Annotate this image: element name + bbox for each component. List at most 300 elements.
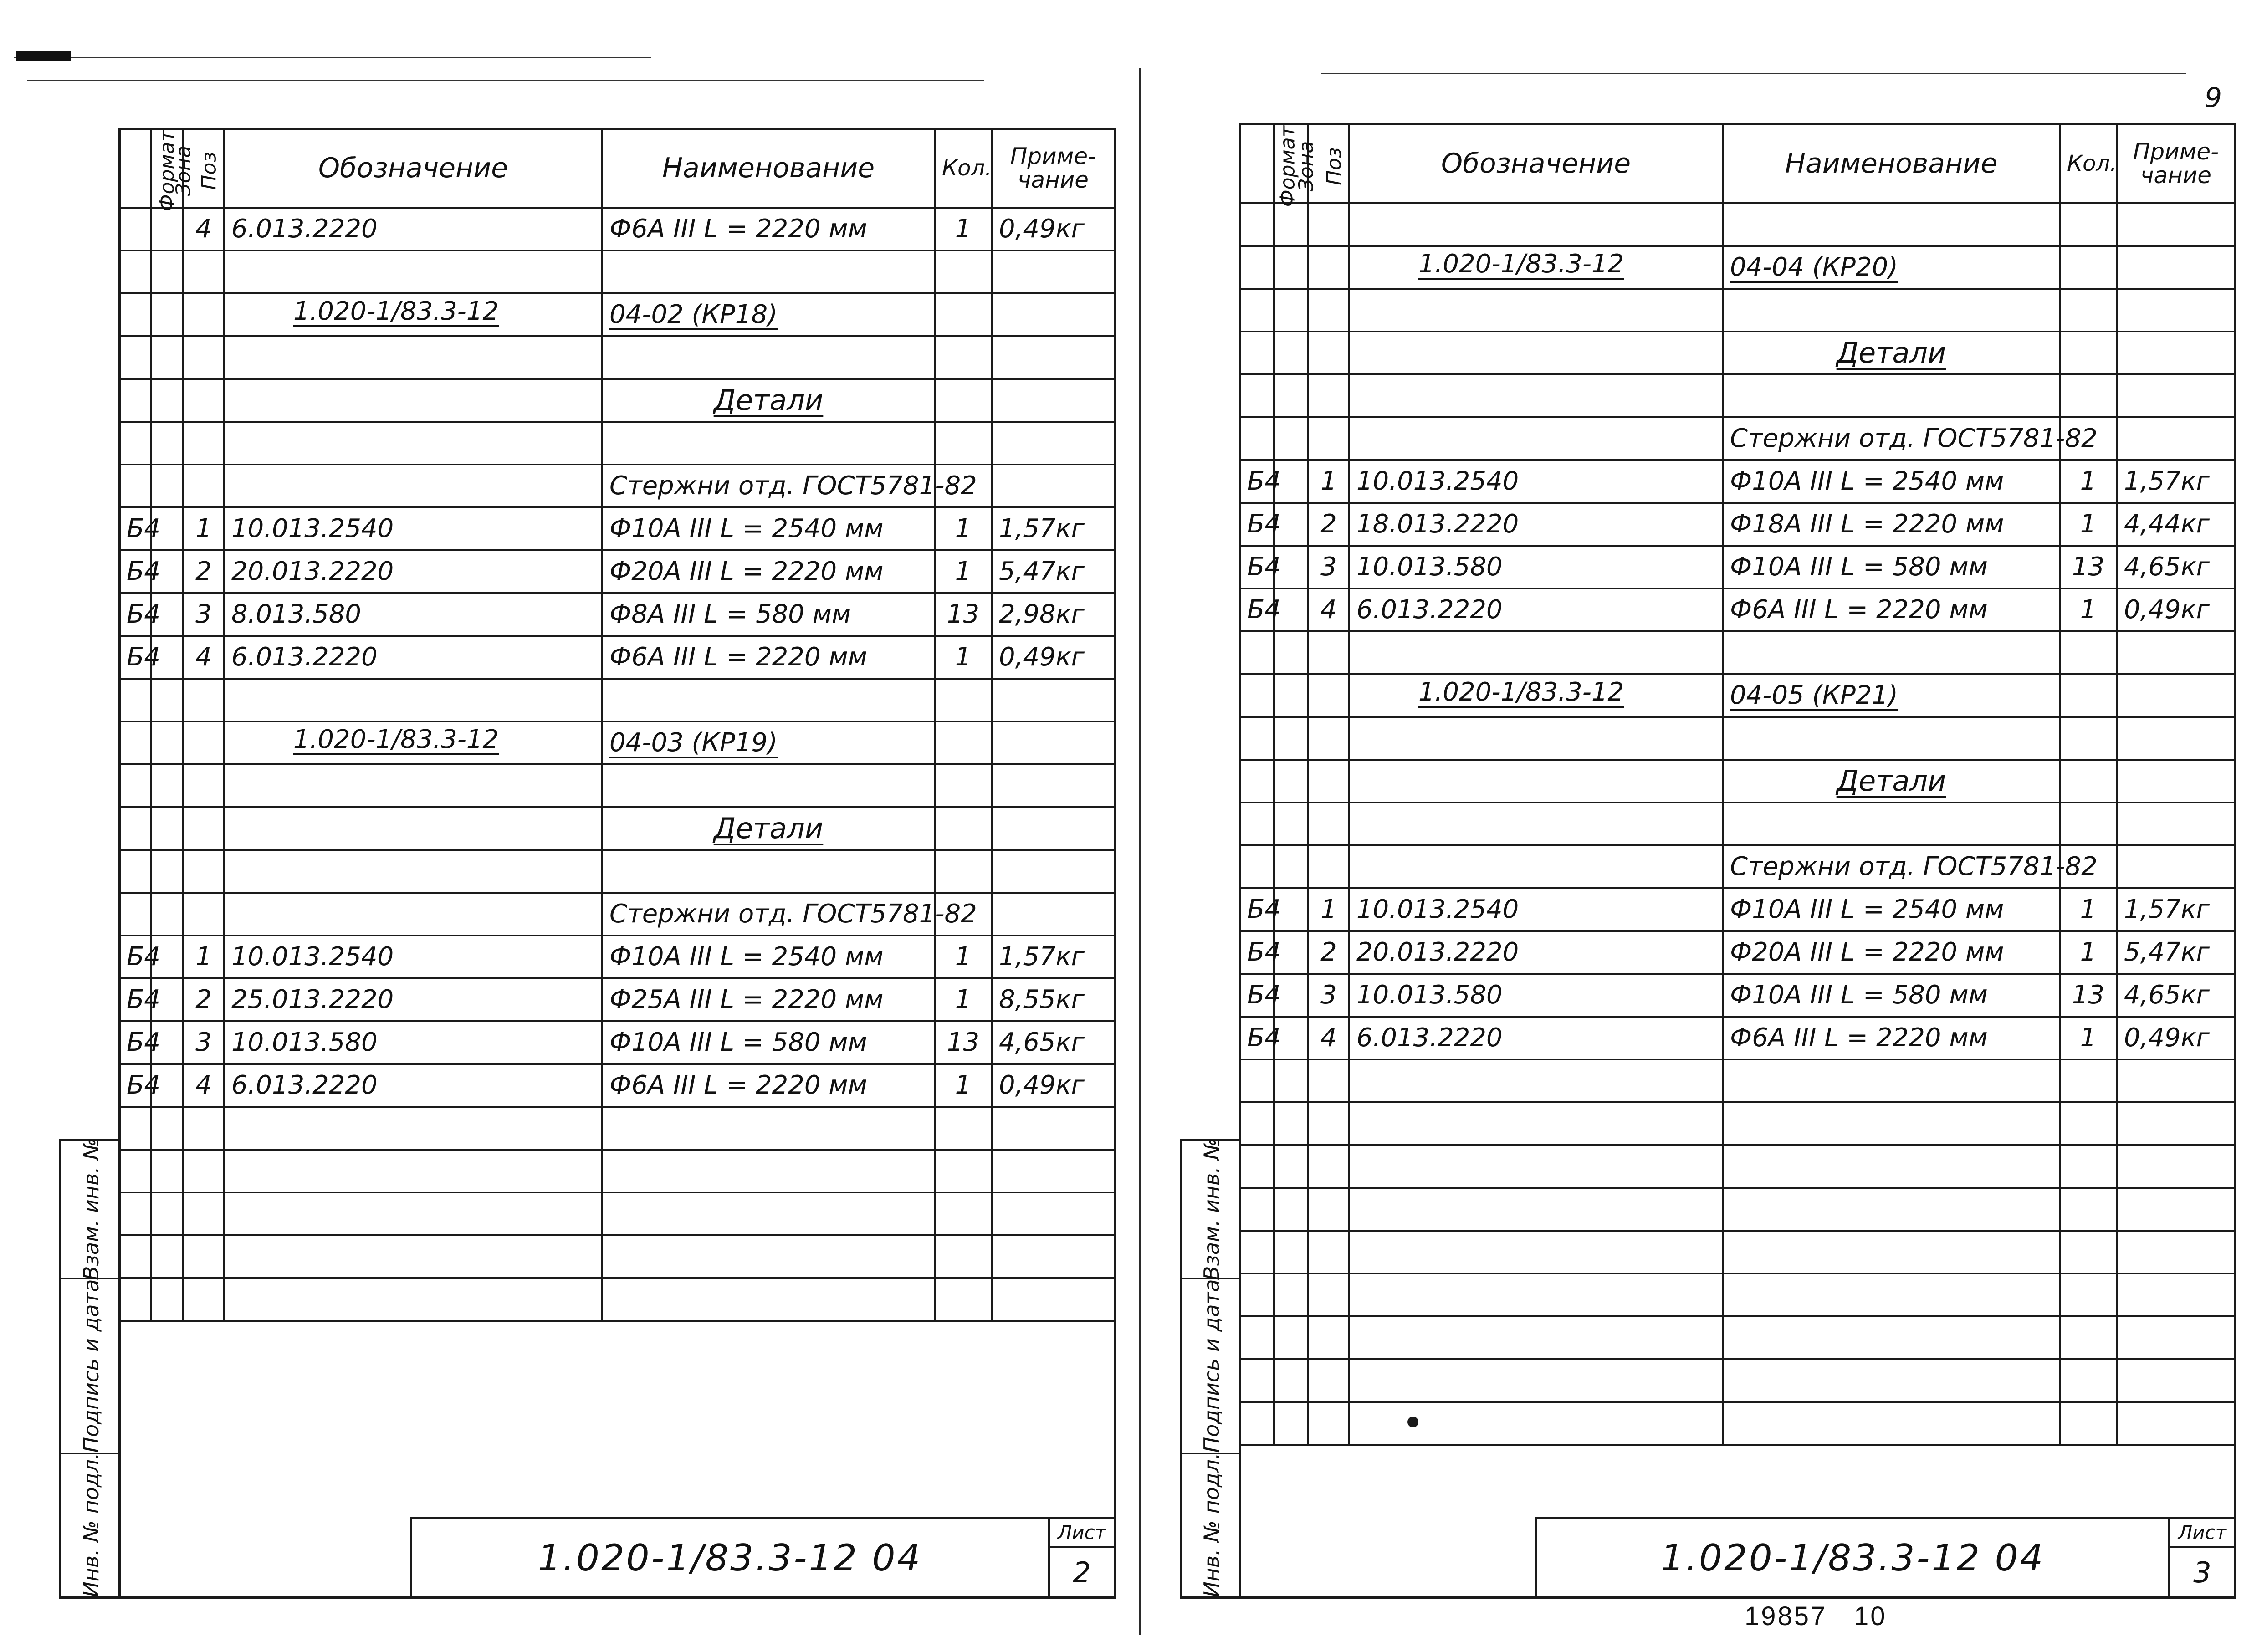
cell-zone bbox=[1274, 1402, 1308, 1445]
cell-zone bbox=[151, 850, 183, 893]
table-row bbox=[119, 893, 1115, 936]
table-row bbox=[1240, 931, 2235, 974]
cell-zone bbox=[1274, 332, 1308, 374]
right-document-code: 1.020-1/83.3-12 04 bbox=[1660, 1536, 2045, 1579]
cell-designation bbox=[1349, 1059, 1723, 1102]
cell-position bbox=[183, 1192, 224, 1235]
right-side-sign-date: Подпись и дата bbox=[1182, 1279, 1241, 1454]
cell-note bbox=[2117, 1145, 2235, 1188]
cell-designation bbox=[224, 721, 602, 764]
header-name: Наименование bbox=[1723, 124, 2060, 203]
cell-format: Б4 bbox=[119, 1064, 151, 1107]
table-row bbox=[1240, 417, 2235, 460]
cell-note bbox=[992, 422, 1115, 465]
cell-position: 4 bbox=[183, 636, 224, 679]
cell-quantity bbox=[935, 764, 992, 807]
cell-name: Ф6А III L = 2220 мм bbox=[1723, 588, 2060, 631]
cell-format bbox=[1240, 1188, 1274, 1231]
cell-position bbox=[183, 850, 224, 893]
cell-note bbox=[2117, 1188, 2235, 1231]
cell-format: Б4 bbox=[1240, 546, 1274, 588]
cell-zone bbox=[1274, 374, 1308, 417]
cell-quantity bbox=[2060, 1231, 2117, 1274]
table-row bbox=[119, 978, 1115, 1021]
cell-note bbox=[2117, 845, 2235, 888]
document-designation: 1.020-1/83.3-12 bbox=[1418, 677, 1624, 707]
cell-format bbox=[1240, 246, 1274, 289]
cell-name bbox=[602, 422, 935, 465]
cell-note bbox=[2117, 1359, 2235, 1402]
cell-position bbox=[183, 807, 224, 850]
table-row bbox=[1240, 374, 2235, 417]
cell-quantity: 1 bbox=[935, 978, 992, 1021]
cell-format bbox=[119, 721, 151, 764]
cell-position bbox=[1308, 631, 1349, 674]
section-heading: Детали bbox=[1723, 332, 2060, 374]
cell-name bbox=[602, 251, 935, 293]
cell-zone bbox=[1274, 1274, 1308, 1316]
cell-designation bbox=[1349, 374, 1723, 417]
cell-note bbox=[2117, 246, 2235, 289]
cell-quantity: 1 bbox=[2060, 460, 2117, 503]
cell-designation bbox=[224, 1107, 602, 1150]
cell-note: 1,57кг bbox=[992, 936, 1115, 978]
header-row bbox=[119, 128, 1115, 208]
cell-quantity bbox=[935, 1107, 992, 1150]
cell-designation bbox=[224, 679, 602, 721]
cell-note bbox=[992, 251, 1115, 293]
cell-zone bbox=[151, 251, 183, 293]
right-side-stamp bbox=[1180, 1139, 1241, 1599]
cell-position bbox=[1308, 374, 1349, 417]
cell-name bbox=[1723, 803, 2060, 845]
document-designation: 1.020-1/83.3-12 bbox=[293, 725, 499, 754]
cell-quantity bbox=[2060, 674, 2117, 717]
cell-name: Ф6А III L = 2220 мм bbox=[602, 1064, 935, 1107]
cell-note bbox=[992, 679, 1115, 721]
cell-note bbox=[2117, 760, 2235, 803]
table-row bbox=[119, 1150, 1115, 1192]
cell-name: Ф10А III L = 2540 мм bbox=[1723, 888, 2060, 931]
left-sheet-box bbox=[1048, 1519, 1114, 1596]
cell-note bbox=[992, 807, 1115, 850]
document-variant: 04-04 (КР20) bbox=[1723, 246, 2060, 289]
header-qty: Кол. bbox=[935, 128, 992, 208]
cell-note bbox=[992, 721, 1115, 764]
cell-designation: 6.013.2220 bbox=[1349, 1017, 1723, 1059]
table-row bbox=[1240, 503, 2235, 546]
cell-format: Б4 bbox=[1240, 888, 1274, 931]
cell-designation: 6.013.2220 bbox=[224, 208, 602, 251]
cell-note: 4,65кг bbox=[992, 1021, 1115, 1064]
cell-designation bbox=[1349, 760, 1723, 803]
cell-designation bbox=[224, 850, 602, 893]
cell-zone bbox=[1274, 1188, 1308, 1231]
cell-designation: 10.013.580 bbox=[1349, 974, 1723, 1017]
header-note: Приме-чание bbox=[992, 128, 1115, 208]
table-row bbox=[119, 208, 1115, 251]
cell-note bbox=[2117, 417, 2235, 460]
cell-zone bbox=[151, 807, 183, 850]
cell-zone bbox=[151, 1235, 183, 1278]
cell-quantity bbox=[935, 422, 992, 465]
cell-zone bbox=[151, 336, 183, 379]
cell-designation bbox=[1349, 203, 1723, 246]
cell-position: 2 bbox=[1308, 931, 1349, 974]
sheet-divider bbox=[1139, 68, 1141, 1635]
cell-position bbox=[1308, 674, 1349, 717]
cell-position: 1 bbox=[183, 507, 224, 550]
cell-quantity bbox=[2060, 1102, 2117, 1145]
cell-name: Ф25А III L = 2220 мм bbox=[602, 978, 935, 1021]
header-pos: Поз bbox=[1308, 124, 1349, 203]
cell-zone bbox=[1274, 803, 1308, 845]
cell-quantity bbox=[2060, 246, 2117, 289]
header-designation: Обозначение bbox=[1349, 124, 1723, 203]
cell-note bbox=[2117, 1102, 2235, 1145]
table-row bbox=[119, 936, 1115, 978]
cell-format bbox=[1240, 1059, 1274, 1102]
cell-position bbox=[1308, 1274, 1349, 1316]
cell-designation: 10.013.580 bbox=[1349, 546, 1723, 588]
cell-note: 0,49кг bbox=[2117, 1017, 2235, 1059]
cell-zone bbox=[151, 764, 183, 807]
cell-designation bbox=[224, 465, 602, 507]
cell-note bbox=[2117, 332, 2235, 374]
cell-quantity bbox=[935, 1192, 992, 1235]
left-sheet-number: 2 bbox=[1073, 1555, 1091, 1589]
cell-position: 2 bbox=[183, 978, 224, 1021]
table-row bbox=[1240, 1017, 2235, 1059]
cell-designation bbox=[224, 293, 602, 336]
cell-format: Б4 bbox=[119, 1021, 151, 1064]
cell-format: Б4 bbox=[1240, 503, 1274, 546]
cell-position bbox=[1308, 332, 1349, 374]
table-row bbox=[119, 679, 1115, 721]
cell-designation bbox=[1349, 417, 1723, 460]
cell-designation: 10.013.2540 bbox=[224, 936, 602, 978]
cell-position: 4 bbox=[183, 1064, 224, 1107]
table-row bbox=[119, 764, 1115, 807]
archive-page: 10 bbox=[1854, 1601, 1887, 1631]
cell-format bbox=[1240, 1316, 1274, 1359]
table-row bbox=[1240, 246, 2235, 289]
scan-mark bbox=[16, 51, 71, 61]
cell-quantity bbox=[2060, 760, 2117, 803]
cell-position bbox=[1308, 1402, 1349, 1445]
document-variant: 04-02 (КР18) bbox=[602, 293, 935, 336]
cell-format bbox=[1240, 1231, 1274, 1274]
table-row bbox=[119, 1192, 1115, 1235]
cell-name bbox=[1723, 1359, 2060, 1402]
cell-zone bbox=[151, 1150, 183, 1192]
cell-position: 3 bbox=[1308, 546, 1349, 588]
cell-note bbox=[992, 336, 1115, 379]
cell-format bbox=[1240, 1145, 1274, 1188]
cell-name bbox=[602, 1235, 935, 1278]
cell-quantity bbox=[935, 1150, 992, 1192]
cell-designation bbox=[224, 1235, 602, 1278]
cell-format bbox=[119, 336, 151, 379]
cell-note bbox=[992, 1107, 1115, 1150]
cell-name: Ф6А III L = 2220 мм bbox=[602, 636, 935, 679]
cell-quantity: 1 bbox=[2060, 931, 2117, 974]
cell-format bbox=[119, 1192, 151, 1235]
right-spec-table bbox=[1239, 123, 2236, 1446]
cell-designation bbox=[1349, 845, 1723, 888]
cell-position bbox=[183, 764, 224, 807]
cell-position bbox=[1308, 417, 1349, 460]
cell-note bbox=[992, 465, 1115, 507]
cell-quantity bbox=[935, 336, 992, 379]
cell-designation bbox=[1349, 803, 1723, 845]
cell-zone bbox=[1274, 717, 1308, 760]
cell-name: Ф10А III L = 2540 мм bbox=[1723, 460, 2060, 503]
cell-quantity bbox=[2060, 1359, 2117, 1402]
cell-zone bbox=[151, 422, 183, 465]
header-format: Формат bbox=[119, 128, 151, 208]
right-title-block bbox=[1535, 1517, 2236, 1599]
cell-note bbox=[992, 764, 1115, 807]
cell-note: 8,55кг bbox=[992, 978, 1115, 1021]
cell-name bbox=[1723, 1059, 2060, 1102]
cell-name: Ф10А III L = 2540 мм bbox=[602, 507, 935, 550]
table-row bbox=[1240, 760, 2235, 803]
cell-format: Б4 bbox=[119, 978, 151, 1021]
cell-note bbox=[992, 293, 1115, 336]
table-row bbox=[1240, 674, 2235, 717]
cell-zone bbox=[1274, 1102, 1308, 1145]
cell-name bbox=[1723, 1102, 2060, 1145]
section-heading: Детали bbox=[602, 379, 935, 422]
cell-quantity bbox=[2060, 717, 2117, 760]
cell-position: 3 bbox=[183, 593, 224, 636]
cell-position bbox=[183, 251, 224, 293]
cell-name: Ф8А III L = 580 мм bbox=[602, 593, 935, 636]
cell-note bbox=[2117, 1231, 2235, 1274]
cell-format bbox=[1240, 674, 1274, 717]
cell-name bbox=[602, 1192, 935, 1235]
cell-position bbox=[183, 1150, 224, 1192]
cell-format: Б4 bbox=[1240, 1017, 1274, 1059]
cell-position: 1 bbox=[1308, 460, 1349, 503]
cell-format bbox=[1240, 203, 1274, 246]
cell-zone bbox=[151, 679, 183, 721]
cell-quantity: 13 bbox=[935, 1021, 992, 1064]
cell-name: Ф6А III L = 2220 мм bbox=[602, 208, 935, 251]
cell-position bbox=[183, 1278, 224, 1321]
cell-quantity: 13 bbox=[2060, 974, 2117, 1017]
header-row bbox=[1240, 124, 2235, 203]
cell-position bbox=[183, 1235, 224, 1278]
table-row bbox=[119, 1107, 1115, 1150]
cell-position bbox=[1308, 1231, 1349, 1274]
table-row bbox=[119, 593, 1115, 636]
left-side-stamp bbox=[59, 1139, 121, 1599]
cell-designation bbox=[224, 422, 602, 465]
cell-position bbox=[183, 336, 224, 379]
section-heading: Детали bbox=[602, 807, 935, 850]
cell-designation bbox=[224, 1150, 602, 1192]
cell-format: Б4 bbox=[119, 507, 151, 550]
cell-position: 3 bbox=[183, 1021, 224, 1064]
cell-note bbox=[2117, 803, 2235, 845]
cell-position: 1 bbox=[183, 936, 224, 978]
cell-format bbox=[119, 379, 151, 422]
cell-note: 0,49кг bbox=[992, 208, 1115, 251]
cell-note bbox=[2117, 631, 2235, 674]
cell-designation bbox=[224, 764, 602, 807]
cell-format: Б4 bbox=[119, 593, 151, 636]
table-row bbox=[1240, 974, 2235, 1017]
table-row bbox=[1240, 1145, 2235, 1188]
cell-position bbox=[183, 893, 224, 936]
cell-quantity: 13 bbox=[935, 593, 992, 636]
cell-name: Ф10А III L = 580 мм bbox=[1723, 546, 2060, 588]
cell-format bbox=[119, 850, 151, 893]
cell-position bbox=[1308, 289, 1349, 332]
cell-quantity bbox=[2060, 203, 2117, 246]
table-row bbox=[1240, 631, 2235, 674]
cell-designation: 10.013.2540 bbox=[1349, 460, 1723, 503]
cell-name: Ф10А III L = 2540 мм bbox=[602, 936, 935, 978]
cell-quantity: 1 bbox=[935, 636, 992, 679]
table-row bbox=[1240, 203, 2235, 246]
cell-position: 4 bbox=[1308, 588, 1349, 631]
table-row bbox=[1240, 803, 2235, 845]
cell-designation bbox=[1349, 1188, 1723, 1231]
cell-format bbox=[119, 807, 151, 850]
table-row bbox=[1240, 1231, 2235, 1274]
cell-designation bbox=[1349, 246, 1723, 289]
table-row bbox=[1240, 1316, 2235, 1359]
cell-note bbox=[2117, 289, 2235, 332]
cell-designation bbox=[1349, 1359, 1723, 1402]
right-side-inv-orig: Инв. № подл. bbox=[1199, 1453, 1224, 1597]
scan-top-line-left-2 bbox=[27, 80, 984, 81]
cell-format bbox=[119, 1278, 151, 1321]
table-row bbox=[119, 422, 1115, 465]
cell-quantity bbox=[935, 850, 992, 893]
table-row bbox=[1240, 332, 2235, 374]
header-zone: Зона bbox=[1274, 124, 1308, 203]
cell-note: 0,49кг bbox=[2117, 588, 2235, 631]
left-side-inv-orig: Инв. № подл. bbox=[79, 1453, 103, 1597]
cell-name bbox=[602, 679, 935, 721]
cell-name bbox=[602, 1107, 935, 1150]
cell-name bbox=[1723, 1402, 2060, 1445]
ink-smudge bbox=[1407, 1417, 1418, 1427]
document-designation: 1.020-1/83.3-12 bbox=[1418, 249, 1624, 279]
cell-zone bbox=[151, 208, 183, 251]
cell-name bbox=[1723, 1231, 2060, 1274]
header-designation: Обозначение bbox=[224, 128, 602, 208]
cell-note bbox=[2117, 1316, 2235, 1359]
cell-format bbox=[119, 251, 151, 293]
cell-format: Б4 bbox=[1240, 460, 1274, 503]
table-row bbox=[119, 1278, 1115, 1321]
cell-format: Б4 bbox=[1240, 974, 1274, 1017]
table-row bbox=[1240, 1102, 2235, 1145]
cell-note: 2,98кг bbox=[992, 593, 1115, 636]
table-row bbox=[1240, 588, 2235, 631]
cell-designation: 18.013.2220 bbox=[1349, 503, 1723, 546]
cell-format bbox=[119, 1150, 151, 1192]
cell-designation: 20.013.2220 bbox=[1349, 931, 1723, 974]
right-side-inv-repl: Взам. инв. № bbox=[1182, 1141, 1241, 1279]
cell-designation bbox=[224, 1278, 602, 1321]
cell-note bbox=[2117, 203, 2235, 246]
left-table-body bbox=[119, 208, 1115, 1321]
cell-designation bbox=[1349, 1274, 1723, 1316]
cell-format bbox=[119, 465, 151, 507]
cell-designation bbox=[1349, 1231, 1723, 1274]
cell-zone bbox=[1274, 1059, 1308, 1102]
cell-format bbox=[119, 1235, 151, 1278]
archive-code: 19857 bbox=[1745, 1601, 1827, 1631]
cell-designation bbox=[224, 336, 602, 379]
cell-name: Ф18А III L = 2220 мм bbox=[1723, 503, 2060, 546]
page-number: 9 bbox=[2205, 82, 2222, 114]
cell-note bbox=[2117, 374, 2235, 417]
right-table-body bbox=[1240, 203, 2235, 1445]
cell-name bbox=[602, 1150, 935, 1192]
cell-zone bbox=[1274, 760, 1308, 803]
cell-quantity bbox=[935, 379, 992, 422]
cell-quantity: 1 bbox=[935, 1064, 992, 1107]
cell-position bbox=[183, 422, 224, 465]
cell-format bbox=[1240, 1359, 1274, 1402]
cell-position bbox=[1308, 203, 1349, 246]
table-row bbox=[119, 1064, 1115, 1107]
cell-zone bbox=[1274, 1316, 1308, 1359]
left-title-block bbox=[410, 1517, 1116, 1599]
cell-note: 1,57кг bbox=[992, 507, 1115, 550]
cell-zone bbox=[1274, 674, 1308, 717]
table-row bbox=[119, 850, 1115, 893]
cell-format: Б4 bbox=[1240, 588, 1274, 631]
left-side-inv-repl: Взам. инв. № bbox=[61, 1141, 121, 1279]
cell-zone bbox=[151, 293, 183, 336]
cell-name: Стержни отд. ГОСТ5781-82 bbox=[1723, 417, 2060, 460]
table-row bbox=[1240, 888, 2235, 931]
cell-name bbox=[1723, 289, 2060, 332]
cell-position bbox=[183, 293, 224, 336]
cell-format: Б4 bbox=[1240, 931, 1274, 974]
cell-name bbox=[1723, 717, 2060, 760]
cell-format bbox=[1240, 289, 1274, 332]
table-row bbox=[119, 336, 1115, 379]
cell-designation bbox=[224, 379, 602, 422]
scan-top-line-right bbox=[1321, 73, 2186, 74]
cell-quantity bbox=[935, 1278, 992, 1321]
cell-format bbox=[1240, 374, 1274, 417]
header-note: Приме-чание bbox=[2117, 124, 2235, 203]
cell-designation bbox=[1349, 717, 1723, 760]
cell-quantity bbox=[2060, 374, 2117, 417]
cell-quantity bbox=[935, 807, 992, 850]
cell-quantity bbox=[2060, 1145, 2117, 1188]
document-variant: 04-03 (КР19) bbox=[602, 721, 935, 764]
section-heading: Детали bbox=[1723, 760, 2060, 803]
cell-zone bbox=[1274, 631, 1308, 674]
cell-position bbox=[183, 1107, 224, 1150]
cell-quantity bbox=[935, 251, 992, 293]
cell-format: Б4 bbox=[119, 550, 151, 593]
cell-quantity: 1 bbox=[935, 550, 992, 593]
cell-quantity: 1 bbox=[2060, 588, 2117, 631]
cell-quantity: 1 bbox=[935, 507, 992, 550]
